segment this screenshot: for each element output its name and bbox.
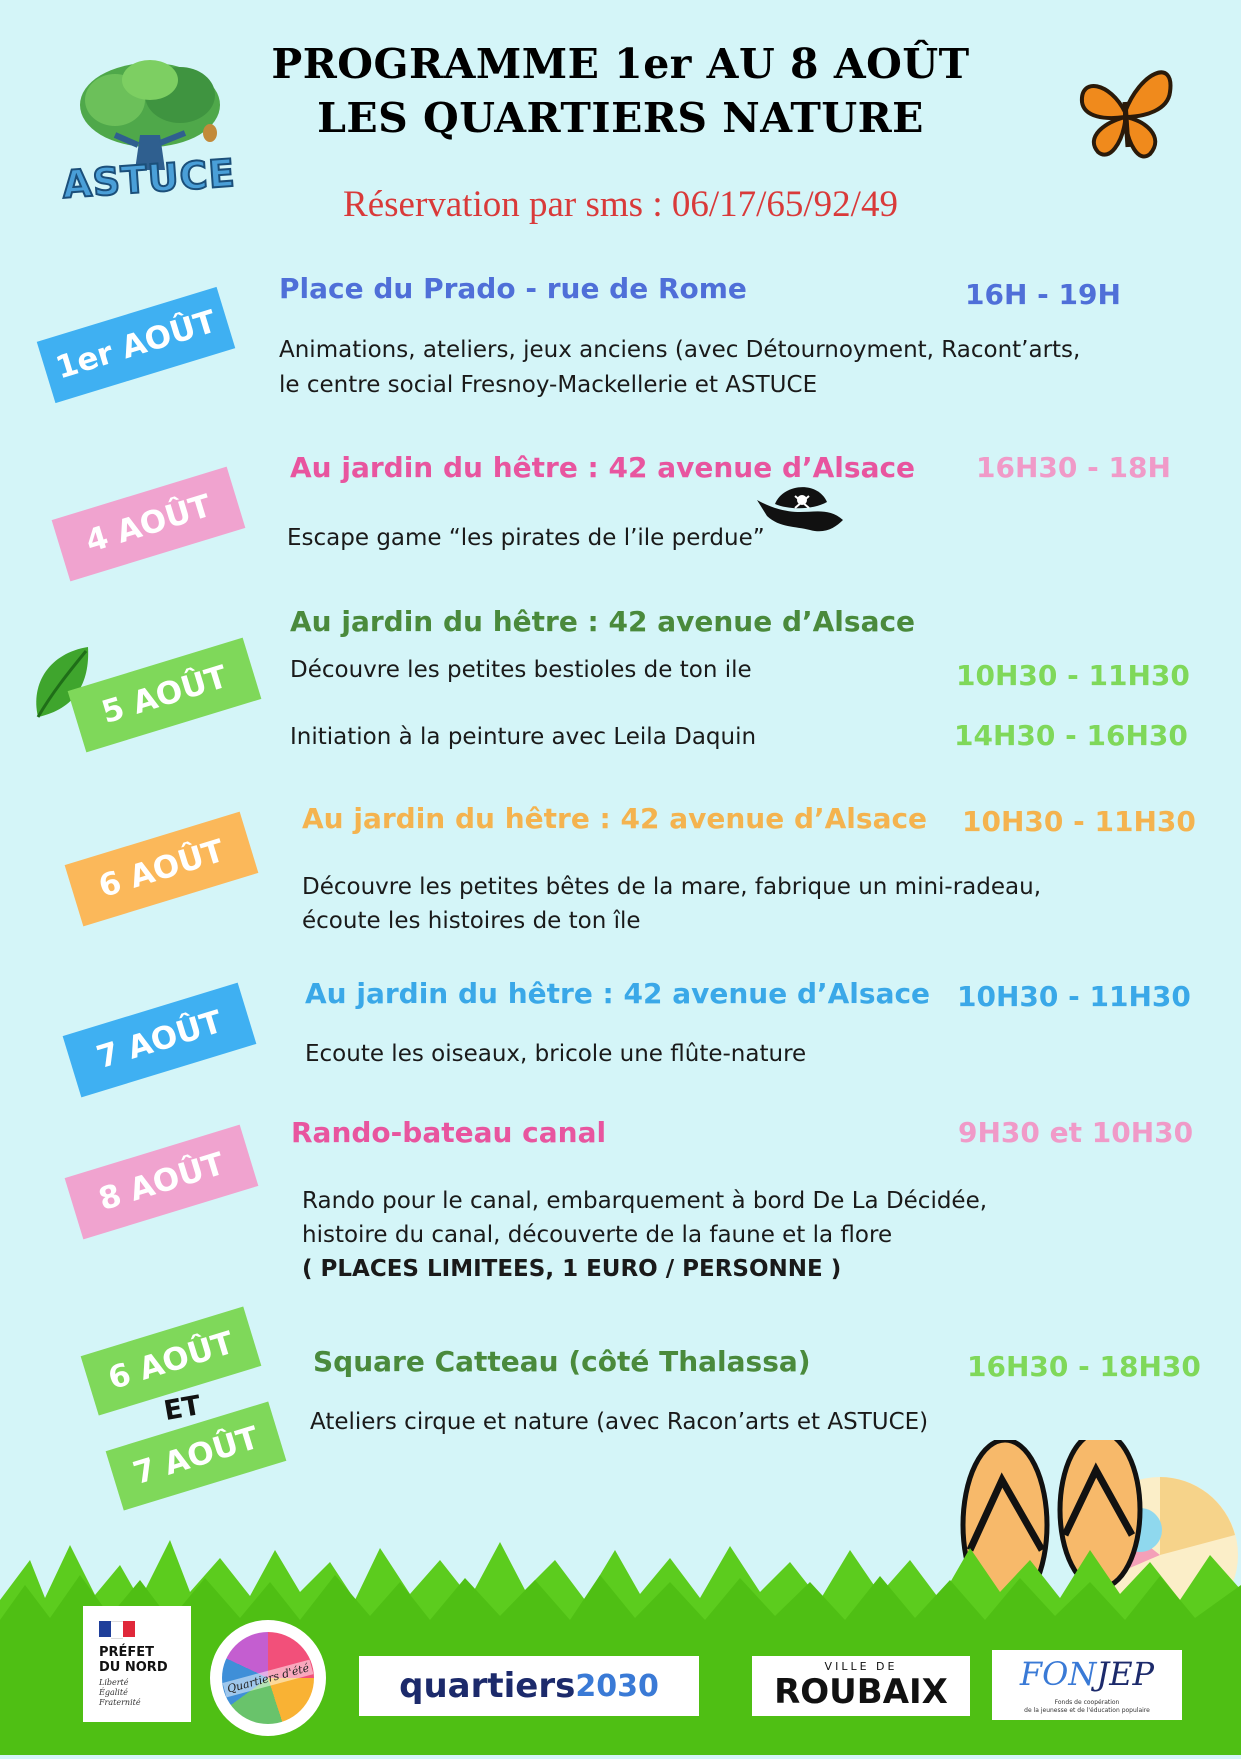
event-7-desc: Ateliers cirque et nature (avec Racon’arts et ASTUCE) xyxy=(310,1409,929,1435)
fonjep-text-b: JEP xyxy=(1096,1655,1155,1693)
date-tag-aug-1: 1er AOÛT xyxy=(37,287,235,403)
event-1-desc-line-2: le centre social Fresnoy-Mackellerie et ASTUCE xyxy=(279,372,818,398)
prefet-line-1: PRÉFET xyxy=(99,1644,155,1660)
prefet-motto-3: Fraternité xyxy=(99,1697,141,1707)
event-5-desc: Ecoute les oiseaux, bricole une flûte-nature xyxy=(305,1041,807,1067)
date-tag-aug-7-b: 7 AOÛT xyxy=(106,1402,287,1511)
title-line-2: LES QUARTIERS NATURE xyxy=(317,94,924,142)
event-3-place: Au jardin du hêtre : 42 avenue d’Alsace xyxy=(290,605,916,638)
event-5-place: Au jardin du hêtre : 42 avenue d’Alsace xyxy=(305,977,931,1010)
date-tag-aug-6: 6 AOÛT xyxy=(65,812,259,927)
quartiers-2030-text-a: quartiers xyxy=(399,1666,576,1706)
event-6-desc-line-3: ( PLACES LIMITEES, 1 EURO / PERSONNE ) xyxy=(302,1256,842,1282)
date-tag-aug-4: 4 AOÛT xyxy=(52,467,246,582)
event-1-time: 16H - 19H xyxy=(965,278,1121,311)
astuce-logo-text: ASTUCE xyxy=(60,150,237,207)
date-tag-aug-5: 5 AOÛT xyxy=(68,638,262,753)
quartiers-2030-text-b: 2030 xyxy=(575,1668,659,1704)
event-3-activity-1: Découvre les petites bestioles de ton ile xyxy=(290,657,752,683)
prefet-line-2: DU NORD xyxy=(99,1659,168,1675)
fonjep-sub-1: Fonds de coopération xyxy=(1054,1699,1120,1706)
event-2-place: Au jardin du hêtre : 42 avenue d’Alsace xyxy=(290,451,916,484)
event-6-time: 9H30 et 10H30 xyxy=(958,1116,1194,1149)
event-6-desc-line-2: histoire du canal, découverte de la faune et la flore xyxy=(302,1222,893,1248)
fonjep-text-a: FON xyxy=(1019,1655,1097,1693)
event-7-place: Square Catteau (côté Thalassa) xyxy=(313,1345,811,1378)
event-2-time: 16H30 - 18H xyxy=(976,451,1171,484)
prefet-motto-1: Liberté xyxy=(99,1677,129,1687)
date-tag-aug-8: 8 AOÛT xyxy=(65,1125,259,1240)
event-2-desc: Escape game “les pirates de l’ile perdue” xyxy=(287,525,765,551)
event-4-place: Au jardin du hêtre : 42 avenue d’Alsace xyxy=(302,802,928,835)
event-6-desc-line-1: Rando pour le canal, embarquement à bord De La Décidée, xyxy=(302,1188,988,1214)
event-1-desc-line-1: Animations, ateliers, jeux anciens (avec Détournoyment, Racont’arts, xyxy=(279,337,1081,363)
butterfly-icon xyxy=(1070,62,1180,171)
event-3-time-2: 14H30 - 16H30 xyxy=(954,719,1188,752)
event-6-place: Rando-bateau canal xyxy=(291,1116,607,1149)
event-4-desc-line-1: Découvre les petites bêtes de la mare, fabrique un mini-radeau, xyxy=(302,874,1042,900)
reservation-text: Réservation par sms : 06/17/65/92/49 xyxy=(343,184,898,225)
roubaix-top-text: VILLE DE xyxy=(824,1660,898,1673)
event-4-time: 10H30 - 11H30 xyxy=(962,805,1196,838)
quartiers-ete-text: Quartiers d'été xyxy=(222,1659,313,1697)
event-3-activity-2: Initiation à la peinture avec Leila Daquin xyxy=(290,724,757,750)
quartiers-ete-logo xyxy=(210,1620,326,1736)
french-flag-icon xyxy=(99,1621,135,1639)
title-line-1: PROGRAMME 1er AU 8 AOÛT xyxy=(271,40,970,88)
event-4-desc-line-2: écoute les histoires de ton île xyxy=(302,908,641,934)
prefet-motto-2: Égalité xyxy=(99,1687,128,1697)
date-tag-aug-7: 7 AOÛT xyxy=(63,983,257,1098)
pirate-hat-icon xyxy=(755,482,845,542)
event-1-place: Place du Prado - rue de Rome xyxy=(279,272,747,305)
event-3-time-1: 10H30 - 11H30 xyxy=(956,659,1190,692)
date-connector: ET xyxy=(161,1390,204,1427)
quartiers-2030-logo xyxy=(359,1656,699,1716)
roubaix-main-text: ROUBAIX xyxy=(774,1672,948,1712)
date-tag-aug-6-b: 6 AOÛT xyxy=(81,1307,262,1416)
roubaix-logo xyxy=(752,1656,970,1716)
prefet-logo xyxy=(83,1606,191,1722)
event-5-time: 10H30 - 11H30 xyxy=(957,980,1191,1013)
fonjep-logo xyxy=(992,1650,1182,1720)
astuce-logo xyxy=(60,55,235,205)
event-7-time: 16H30 - 18H30 xyxy=(967,1350,1201,1383)
fonjep-sub-2: de la jeunesse et de l'éducation populaire xyxy=(1024,1707,1150,1714)
